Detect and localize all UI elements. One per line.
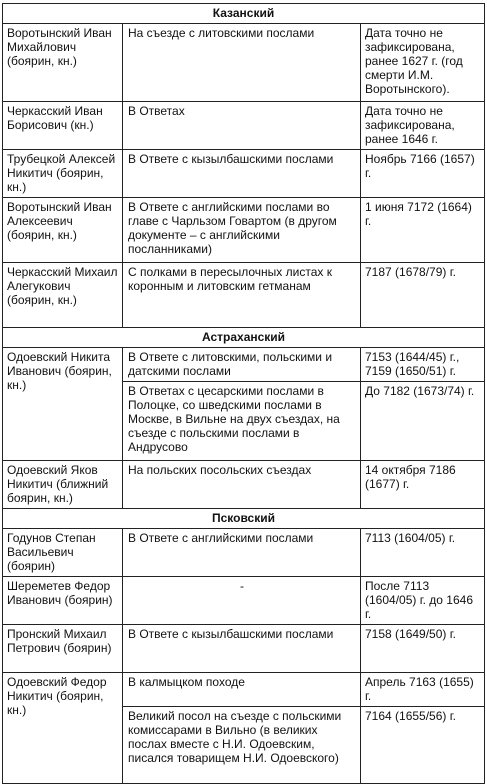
date-cell: До 7182 (1673/74) г. (361, 382, 485, 461)
date-cell: Апрель 7163 (1655) г. (361, 673, 485, 707)
date-cell: 7164 (1655/56) г. (361, 707, 485, 784)
event-cell: В Ответе с английскими послами во главе с Чарльзом Говартом (в другом документе – с английскими посланниками) (123, 198, 361, 263)
name-cell: Годунов Степан Васильевич (боярин) (3, 529, 123, 577)
date-cell: 7113 (1604/05) г. (361, 529, 485, 577)
table-row (3, 461, 485, 509)
section-header-row (3, 509, 485, 529)
name-cell: Воротынский Иван Алексеевич (боярин, кн.) (3, 198, 123, 263)
section-title-pskov: Псковский (3, 509, 485, 529)
event-cell: В Ответе с кызылбашскими послами (123, 625, 361, 673)
name-cell: Одоевский Федор Никитич (боярин, кн.) (3, 673, 123, 784)
name-cell: Черкасский Михаил Алегукович (боярин, кн.) (3, 263, 123, 328)
name-cell: Трубецкой Алексей Никитич (боярин, кн.) (3, 150, 123, 198)
section-title-astrakhan: Астраханский (3, 328, 485, 348)
name-cell: Пронский Михаил Петрович (боярин) (3, 625, 123, 673)
event-cell: На польских посольских съездах (123, 461, 361, 509)
event-cell: В Ответе с литовскими, польскими и датскими послами (123, 348, 361, 382)
event-cell: В калмыцком походе (123, 673, 361, 707)
table-row (3, 150, 485, 198)
event-cell: Великий посол на съезде с польскими комиссарами в Вильно (в великих послах вместе с Н.И. Одоевским, писался товарищем Н.И. Одоевского) (123, 707, 361, 784)
name-cell: Шереметев Федор Иванович (боярин) (3, 577, 123, 625)
date-cell: Дата точно не зафиксирована, ранее 1627 г. (год смерти И.М. Воротынского). (361, 24, 485, 102)
date-cell: 14 октября 7186 (1677) г. (361, 461, 485, 509)
table-row (3, 577, 485, 625)
table-row (3, 673, 485, 707)
name-cell: Одоевский Яков Никитич (ближний боярин, кн.) (3, 461, 123, 509)
date-cell: 1 июня 7172 (1664) г. (361, 198, 485, 263)
name-cell: Черкасский Иван Борисович (кн.) (3, 102, 123, 150)
section-header-row (3, 328, 485, 348)
event-cell: В Ответе с кызылбашскими послами (123, 150, 361, 198)
section-header-row (3, 4, 485, 24)
table-row (3, 263, 485, 328)
boyar-titles-table (2, 3, 485, 784)
table-row (3, 102, 485, 150)
event-cell: С полками в пересылочных листах к коронным и литовским гетманам (123, 263, 361, 328)
name-cell: Воротынский Иван Михайлович (боярин, кн.) (3, 24, 123, 102)
section-title-kazan: Казанский (3, 4, 485, 24)
event-cell: В Ответах (123, 102, 361, 150)
table-row (3, 348, 485, 382)
event-cell: На съезде с литовскими послами (123, 24, 361, 102)
event-cell: В Ответах с цесарскими послами в Полоцке, со шведскими послами в Москве, в Вильне на двух съездах, на съезде с польскими послами в Андрусово (123, 382, 361, 461)
table-row (3, 198, 485, 263)
event-cell: В Ответе с английскими послами (123, 529, 361, 577)
date-cell: 7158 (1649/50) г. (361, 625, 485, 673)
date-cell: Дата точно не зафиксирована, ранее 1646 г. (361, 102, 485, 150)
table-row (3, 529, 485, 577)
date-cell: 7187 (1678/79) г. (361, 263, 485, 328)
table-row (3, 24, 485, 102)
date-cell: После 7113 (1604/05) г. до 1646 г. (361, 577, 485, 625)
date-cell: Ноябрь 7166 (1657) г. (361, 150, 485, 198)
table-row (3, 625, 485, 673)
name-cell: Одоевский Никита Иванович (боярин, кн.) (3, 348, 123, 461)
event-cell-empty: - (123, 577, 361, 625)
date-cell: 7153 (1644/45) г., 7159 (1650/51) г. (361, 348, 485, 382)
